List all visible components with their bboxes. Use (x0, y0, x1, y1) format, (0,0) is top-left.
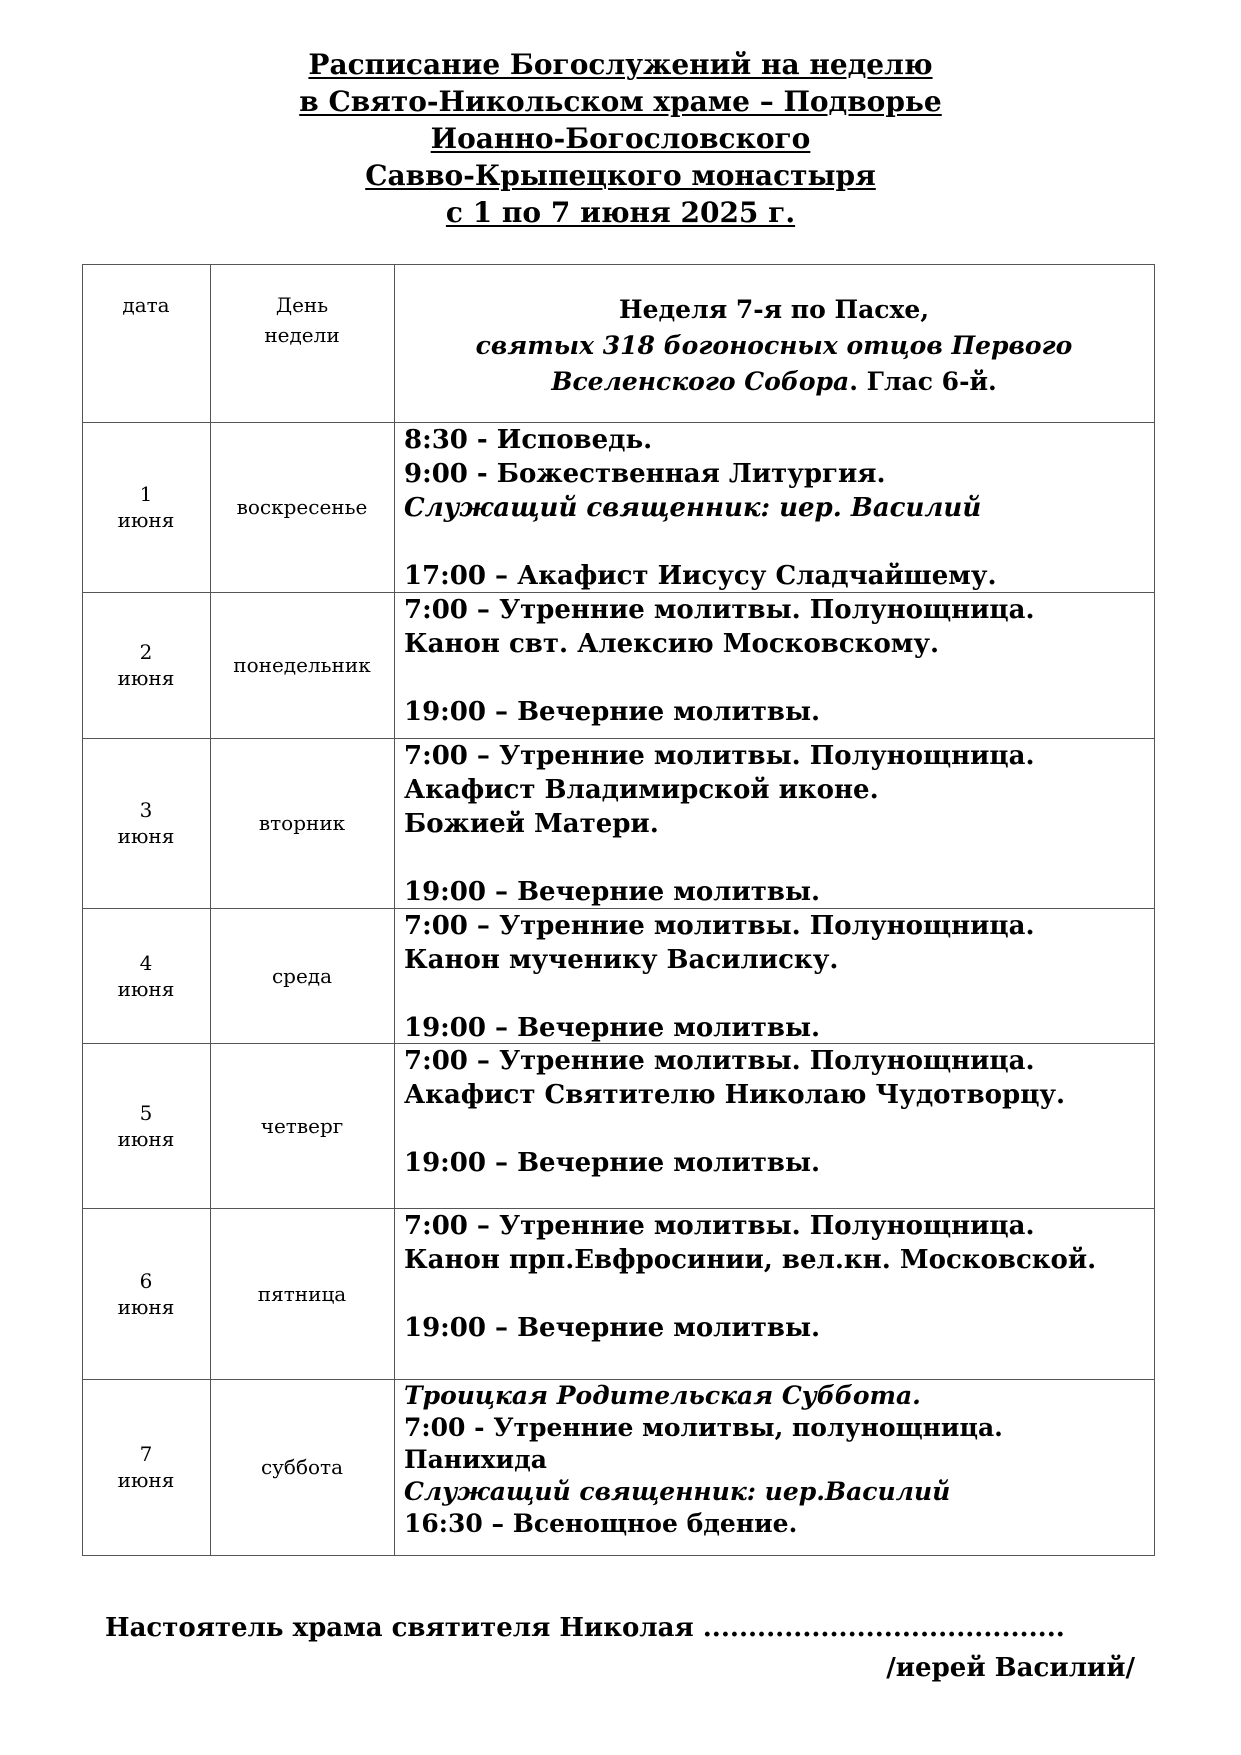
weekday-name: четверг (260, 1113, 344, 1138)
header-weekday-label-1: День (275, 293, 329, 317)
table-border (82, 1555, 1155, 1556)
weekday-name: суббота (260, 1455, 344, 1479)
service-line (404, 661, 1149, 695)
day-number: 1 (139, 482, 153, 506)
week-title: Неделя 7-я по Пасхе, (618, 295, 930, 324)
services-cell (404, 1209, 1149, 1345)
day-number: 7 (139, 1442, 153, 1466)
service-line: 9:00 - Божественная Литургия. (404, 459, 886, 489)
weekday-name: воскресенье (236, 495, 368, 519)
service-line (404, 1277, 1149, 1311)
service-line: Троицкая Родительская Суббота. (404, 1381, 921, 1410)
header-week-title (394, 292, 1154, 400)
service-line: 16:30 – Всенощное бдение. (404, 1509, 798, 1538)
weekday-name: пятница (257, 1281, 347, 1306)
week-subtitle-italic: Вселенского Собора (551, 367, 850, 396)
date-cell (82, 908, 210, 1043)
month-name: июня (117, 1294, 175, 1319)
signature: /иерей Василий/ (886, 1653, 1135, 1683)
month-name: июня (117, 666, 175, 690)
date-cell (82, 422, 210, 592)
service-line: 19:00 – Вечерние молитвы. (404, 877, 821, 907)
header-date-label: дата (122, 293, 170, 317)
header-date (82, 290, 210, 320)
service-line: 8:30 - Исповедь. (404, 425, 653, 455)
day-number: 3 (139, 798, 153, 822)
month-name: июня (117, 1126, 175, 1151)
service-line: 7:00 – Утренние молитвы. Полунощница. (404, 741, 1035, 771)
service-line: 7:00 – Утренние молитвы. Полунощница. (404, 1046, 1035, 1076)
weekday-name: среда (271, 963, 333, 988)
services-cell (404, 593, 1149, 729)
services-cell (404, 1380, 1149, 1540)
service-line: 19:00 – Вечерние молитвы. (404, 1148, 821, 1178)
service-line: Канон свт. Алексию Московскому. (404, 629, 940, 659)
weekday-name: вторник (258, 811, 346, 835)
schedule-table (82, 264, 1155, 1556)
date-cell (82, 738, 210, 908)
footer (105, 1608, 1135, 1688)
page-title (0, 46, 1241, 231)
weekday-cell (210, 908, 394, 1043)
service-line: 19:00 – Вечерние молитвы. (404, 1013, 821, 1043)
service-line: Служащий священник: иер.Василий (404, 1477, 951, 1506)
title-line: с 1 по 7 июня 2025 г. (445, 196, 796, 229)
month-name: июня (117, 1468, 175, 1492)
date-cell (82, 1208, 210, 1379)
service-line (404, 977, 1149, 1011)
service-line: 7:00 – Утренние молитвы. Полунощница. (404, 911, 1035, 941)
service-line: Акафист Святителю Николаю Чудотворцу. (404, 1080, 1066, 1110)
month-name: июня (117, 508, 175, 532)
month-name: июня (117, 976, 175, 1001)
week-subtitle-rest: . Глас 6-й. (849, 367, 997, 396)
service-line: 7:00 – Утренние молитвы. Полунощница. (404, 1211, 1035, 1241)
month-name: июня (117, 824, 175, 848)
service-line: Панихида (404, 1445, 547, 1474)
table-border (394, 264, 395, 1556)
service-line: 19:00 – Вечерние молитвы. (404, 1313, 821, 1343)
table-border (1154, 264, 1155, 1556)
weekday-cell (210, 422, 394, 592)
title-line: Савво-Крыпецкого монастыря (365, 159, 876, 192)
service-line: 17:00 – Акафист Иисусу Сладчайшему. (404, 561, 997, 591)
service-line: Служащий священник: иер. Василий (404, 493, 982, 523)
services-cell (404, 909, 1149, 1045)
service-line: Канон прп.Евфросинии, вел.кн. Московской. (404, 1245, 1097, 1275)
header-weekday-label-2: недели (264, 323, 340, 347)
services-cell (404, 739, 1149, 909)
weekday-cell (210, 1043, 394, 1208)
weekday-cell (210, 592, 394, 738)
weekday-cell (210, 1379, 394, 1555)
title-line: в Свято-Никольском храме – Подворье (299, 85, 942, 118)
rector-line: Настоятель храма святителя Николая ........................................ (105, 1613, 1065, 1643)
day-number: 5 (139, 1100, 153, 1125)
service-line: Канон мученику Василиску. (404, 945, 839, 975)
service-line: 19:00 – Вечерние молитвы. (404, 697, 821, 727)
header-weekday (210, 290, 394, 350)
date-cell (82, 1043, 210, 1208)
day-number: 4 (139, 950, 153, 975)
week-subtitle: святых 318 богоносных отцов Первого (475, 331, 1073, 360)
service-line (404, 1112, 1149, 1146)
day-number: 6 (139, 1268, 153, 1293)
services-cell (404, 423, 1149, 593)
service-line: 7:00 - Утренние молитвы, полунощница. (404, 1413, 1003, 1442)
day-number: 2 (139, 640, 153, 664)
date-cell (82, 1379, 210, 1555)
service-line (404, 841, 1149, 875)
weekday-cell (210, 1208, 394, 1379)
services-cell (404, 1044, 1149, 1180)
date-cell (82, 592, 210, 738)
title-line: Расписание Богослужений на неделю (308, 48, 933, 81)
service-line (404, 525, 1149, 559)
table-border (82, 264, 1155, 265)
weekday-name: понедельник (233, 653, 371, 677)
service-line: 7:00 – Утренние молитвы. Полунощница. (404, 595, 1035, 625)
title-line: Иоанно-Богословского (430, 122, 811, 155)
service-line: Акафист Владимирской иконе. (404, 775, 879, 805)
service-line: Божией Матери. (404, 809, 659, 839)
weekday-cell (210, 738, 394, 908)
